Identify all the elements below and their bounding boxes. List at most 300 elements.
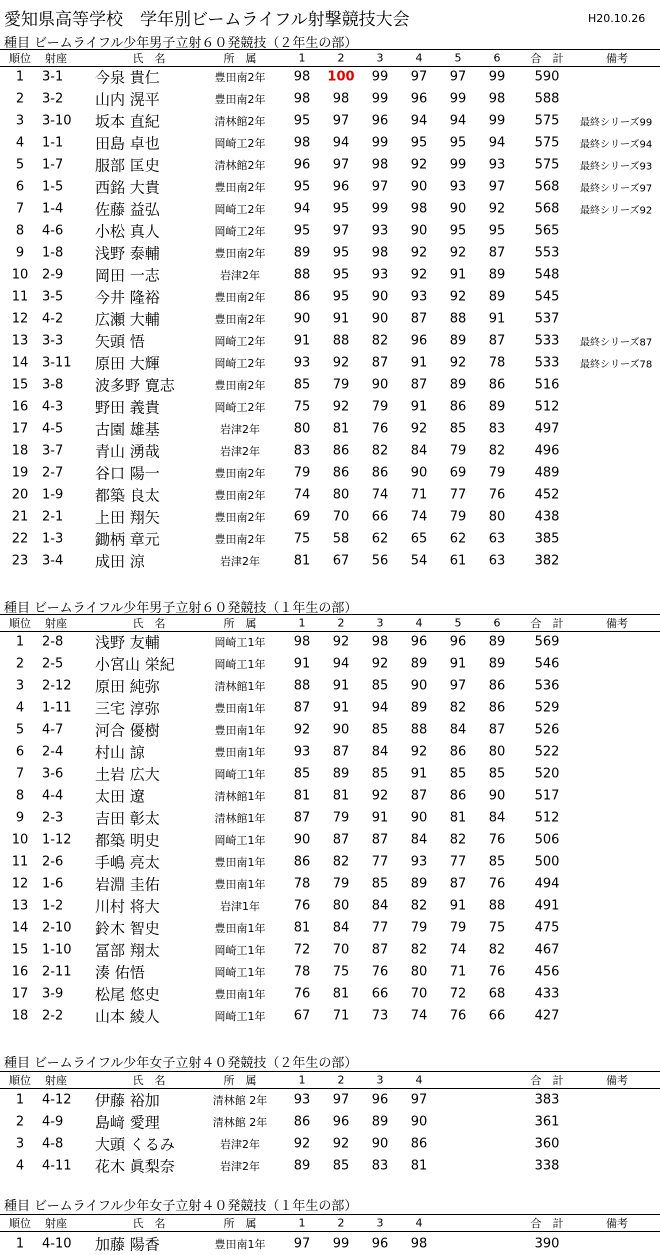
table-row	[0, 1155, 660, 1177]
table-row	[0, 374, 660, 396]
note-cell: 最終シリーズ97	[580, 183, 653, 195]
name-cell: 吉田 彰太	[95, 809, 160, 828]
table-row	[0, 154, 660, 176]
score-cell: 81	[332, 986, 350, 1002]
note-cell: 最終シリーズ94	[580, 139, 653, 151]
score-cell: 96	[371, 1092, 389, 1108]
score-cell: 91	[371, 810, 389, 826]
col-seat: 射座	[45, 617, 67, 630]
rank-cell: 6	[15, 744, 25, 760]
score-cell: 80	[332, 898, 350, 914]
score-cell: 86	[449, 399, 467, 415]
score-cell: 69	[293, 509, 311, 525]
score-cell: 97	[410, 1092, 428, 1108]
score-cell: 86	[332, 443, 350, 459]
col-total: 合 計	[530, 617, 564, 630]
name-cell: 都築 良太	[95, 486, 160, 505]
seat-cell: 1-4	[42, 201, 64, 217]
name-cell: 村山 諒	[95, 743, 145, 762]
score-cell: 56	[371, 553, 389, 569]
score-cell: 93	[410, 854, 428, 870]
score-cell: 97	[449, 678, 467, 694]
seat-cell: 3-9	[42, 986, 64, 1002]
rank-cell: 17	[11, 421, 29, 437]
affiliation-cell: 豊田南2年	[214, 489, 266, 502]
score-cell: 98	[293, 69, 311, 85]
seat-cell: 1-7	[42, 157, 64, 173]
table-row	[0, 829, 660, 851]
name-cell: 加藤 陽香	[95, 1235, 160, 1254]
rank-cell: 15	[11, 377, 29, 393]
table-row	[0, 88, 660, 110]
score-cell: 91	[293, 333, 311, 349]
score-cell: 81	[332, 421, 350, 437]
affiliation-cell: 岡崎工1年	[214, 636, 266, 649]
note-cell: 最終シリーズ87	[580, 337, 653, 349]
score-cell: 92	[488, 201, 506, 217]
score-cell: 95	[332, 201, 350, 217]
score-cell: 98	[293, 634, 311, 650]
score-cell: 62	[371, 531, 389, 547]
total-cell: 568	[534, 179, 560, 195]
table-row	[0, 528, 660, 550]
table-row	[0, 396, 660, 418]
score-cell: 91	[410, 355, 428, 371]
score-cell: 89	[488, 399, 506, 415]
score-cell: 77	[371, 920, 389, 936]
table-row	[0, 807, 660, 829]
score-cell: 76	[371, 421, 389, 437]
score-cell: 85	[371, 678, 389, 694]
col-series-4: 4	[415, 616, 423, 630]
affiliation-cell: 豊田南2年	[214, 181, 266, 194]
rank-cell: 3	[15, 113, 25, 129]
rank-cell: 11	[11, 289, 29, 305]
score-cell: 82	[371, 333, 389, 349]
name-cell: 今井 隆裕	[95, 288, 160, 307]
name-cell: 鋤柄 章元	[95, 530, 160, 549]
score-cell: 80	[488, 744, 506, 760]
rank-cell: 2	[15, 656, 25, 672]
score-cell: 89	[410, 656, 428, 672]
score-cell: 95	[332, 267, 350, 283]
score-cell: 94	[449, 113, 467, 129]
col-name: 氏 名	[132, 617, 166, 630]
score-cell: 87	[332, 832, 350, 848]
score-cell: 79	[332, 810, 350, 826]
score-cell: 79	[449, 920, 467, 936]
name-cell: 冨部 翔太	[95, 941, 160, 960]
score-cell: 90	[410, 223, 428, 239]
seat-cell: 2-2	[42, 1008, 64, 1024]
col-total: 合 計	[530, 52, 564, 65]
col-series-1: 1	[298, 1216, 306, 1230]
affiliation-cell: 清林館1年	[214, 680, 266, 693]
affiliation-cell: 豊田南2年	[214, 313, 266, 326]
rank-cell: 2	[15, 91, 25, 107]
affiliation-cell: 豊田南2年	[214, 71, 266, 84]
score-cell: 97	[410, 69, 428, 85]
rank-cell: 18	[11, 1008, 29, 1024]
affiliation-cell: 豊田南2年	[214, 511, 266, 524]
rank-cell: 16	[11, 399, 29, 415]
score-cell: 86	[488, 377, 506, 393]
affiliation-cell: 豊田南1年	[214, 988, 266, 1001]
name-cell: 服部 匡史	[95, 156, 160, 175]
total-cell: 383	[534, 1092, 560, 1108]
total-cell: 506	[534, 832, 560, 848]
name-cell: 手嶋 亮太	[95, 853, 160, 872]
affiliation-cell: 豊田南1年	[214, 878, 266, 891]
name-cell: 坂本 直紀	[95, 112, 160, 131]
rank-cell: 14	[11, 355, 29, 371]
seat-cell: 4-6	[42, 223, 64, 239]
total-cell: 452	[534, 487, 560, 503]
score-cell: 87	[488, 333, 506, 349]
affiliation-cell: 豊田南1年	[214, 702, 266, 715]
total-cell: 475	[534, 920, 560, 936]
note-cell: 最終シリーズ92	[580, 205, 653, 217]
col-note: 備考	[606, 617, 628, 630]
col-seat: 射座	[45, 1074, 67, 1087]
score-cell: 66	[488, 1008, 506, 1024]
affiliation-cell: 岩津2年	[220, 1138, 260, 1151]
col-series-3: 3	[376, 51, 384, 65]
name-cell: 岡田 一志	[95, 266, 160, 285]
rank-cell: 14	[11, 920, 29, 936]
score-cell: 93	[293, 355, 311, 371]
name-cell: 河合 優樹	[95, 721, 160, 740]
score-cell: 82	[449, 832, 467, 848]
rank-cell: 1	[15, 1092, 25, 1108]
affiliation-cell: 豊田南2年	[214, 247, 266, 260]
rank-cell: 8	[15, 788, 25, 804]
score-cell: 85	[488, 854, 506, 870]
seat-cell: 4-10	[42, 1236, 72, 1252]
name-cell: 山本 綾人	[95, 1007, 160, 1026]
score-cell: 90	[371, 377, 389, 393]
score-cell: 89	[293, 245, 311, 261]
total-cell: 338	[534, 1158, 560, 1174]
score-cell: 71	[410, 487, 428, 503]
score-cell: 82	[410, 942, 428, 958]
rank-cell: 10	[11, 832, 29, 848]
col-note: 備考	[606, 1217, 628, 1230]
score-cell: 83	[488, 421, 506, 437]
seat-cell: 3-1	[42, 69, 64, 85]
score-cell: 90	[410, 1114, 428, 1130]
affiliation-cell: 清林館 2年	[212, 1094, 268, 1107]
score-cell: 96	[332, 179, 350, 195]
name-cell: 小宮山 栄紀	[95, 655, 175, 674]
total-cell: 491	[534, 898, 560, 914]
score-cell: 87	[488, 722, 506, 738]
score-cell: 77	[449, 487, 467, 503]
name-cell: 松尾 悠史	[95, 985, 160, 1004]
score-cell: 70	[332, 509, 350, 525]
table-row	[0, 352, 660, 374]
score-cell: 87	[410, 788, 428, 804]
score-cell: 76	[293, 986, 311, 1002]
score-cell: 79	[410, 920, 428, 936]
col-series-6: 6	[493, 616, 501, 630]
score-cell: 90	[410, 810, 428, 826]
table-row	[0, 961, 660, 983]
total-cell: 553	[534, 245, 560, 261]
seat-cell: 2-5	[42, 656, 64, 672]
total-cell: 546	[534, 656, 560, 672]
col-rank: 順位	[9, 52, 31, 65]
score-cell: 97	[293, 1236, 311, 1252]
name-cell: 成田 涼	[95, 552, 145, 571]
col-series-3: 3	[376, 1073, 384, 1087]
score-cell: 99	[332, 1236, 350, 1252]
score-cell: 66	[371, 986, 389, 1002]
score-cell: 92	[449, 245, 467, 261]
table-row	[0, 675, 660, 697]
score-cell: 85	[371, 876, 389, 892]
score-cell: 78	[293, 876, 311, 892]
score-cell: 80	[410, 964, 428, 980]
score-cell: 70	[410, 986, 428, 1002]
score-cell: 91	[293, 656, 311, 672]
seat-cell: 1-6	[42, 876, 64, 892]
score-cell: 92	[410, 157, 428, 173]
seat-cell: 2-7	[42, 465, 64, 481]
table-row	[0, 506, 660, 528]
score-cell: 81	[293, 920, 311, 936]
event-date: H20.10.26	[588, 12, 646, 25]
rank-cell: 4	[15, 135, 25, 151]
table-row	[0, 917, 660, 939]
col-rank: 順位	[9, 1217, 31, 1230]
rank-cell: 9	[15, 245, 25, 261]
rank-cell: 5	[15, 722, 25, 738]
total-cell: 456	[534, 964, 560, 980]
score-cell: 94	[332, 656, 350, 672]
score-cell: 88	[293, 267, 311, 283]
affiliation-cell: 岡崎工1年	[214, 1010, 266, 1023]
score-cell: 84	[371, 744, 389, 760]
table-row	[0, 1233, 660, 1255]
score-cell: 89	[449, 333, 467, 349]
total-cell: 361	[534, 1114, 560, 1130]
score-cell: 92	[371, 788, 389, 804]
seat-cell: 1-10	[42, 942, 72, 958]
name-cell: 太田 遼	[95, 787, 145, 806]
score-cell: 99	[449, 91, 467, 107]
score-cell: 91	[449, 267, 467, 283]
event-category: 種目 ビームライフル少年女子立射４０発競技（２年生の部）	[4, 1056, 358, 1071]
score-cell: 99	[488, 113, 506, 129]
col-series-4: 4	[415, 1216, 423, 1230]
score-cell: 87	[449, 876, 467, 892]
score-cell: 74	[410, 1008, 428, 1024]
seat-cell: 4-5	[42, 421, 64, 437]
name-cell: 原田 大輝	[95, 354, 160, 373]
seat-cell: 4-9	[42, 1114, 64, 1130]
event-category: 種目 ビームライフル少年女子立射４０発競技（１年生の部）	[4, 1199, 358, 1214]
score-cell: 86	[332, 465, 350, 481]
affiliation-cell: 豊田南1年	[214, 746, 266, 759]
col-total: 合 計	[530, 1217, 564, 1230]
score-cell: 93	[371, 223, 389, 239]
total-cell: 382	[534, 553, 560, 569]
score-cell: 81	[449, 810, 467, 826]
rank-cell: 12	[11, 876, 29, 892]
score-cell: 86	[293, 1114, 311, 1130]
score-cell: 61	[449, 553, 467, 569]
score-cell: 96	[410, 91, 428, 107]
seat-cell: 3-7	[42, 443, 64, 459]
seat-cell: 3-10	[42, 113, 72, 129]
table-row	[0, 110, 660, 132]
rank-cell: 17	[11, 986, 29, 1002]
name-cell: 三宅 淳弥	[95, 699, 160, 718]
score-cell: 99	[449, 157, 467, 173]
name-cell: 浅野 友輔	[95, 633, 160, 652]
score-cell: 96	[410, 634, 428, 650]
score-cell: 98	[371, 634, 389, 650]
name-cell: 小松 真人	[95, 222, 160, 241]
name-cell: 広瀬 大輔	[95, 310, 160, 329]
score-cell: 91	[332, 700, 350, 716]
score-cell: 91	[488, 311, 506, 327]
score-cell: 92	[410, 421, 428, 437]
score-cell: 90	[410, 678, 428, 694]
total-cell: 489	[534, 465, 560, 481]
affiliation-cell: 清林館2年	[214, 159, 266, 172]
score-cell: 98	[293, 135, 311, 151]
table-row	[0, 873, 660, 895]
score-cell: 92	[293, 1136, 311, 1152]
score-cell: 85	[449, 421, 467, 437]
name-cell: 青山 湧哉	[95, 442, 160, 461]
score-cell: 96	[293, 157, 311, 173]
col-series-5: 5	[454, 616, 462, 630]
name-cell: 花木 眞梨奈	[95, 1157, 175, 1176]
score-cell: 99	[371, 91, 389, 107]
seat-cell: 3-3	[42, 333, 64, 349]
col-series-6: 6	[493, 51, 501, 65]
name-cell: 田島 卓也	[95, 134, 160, 153]
score-cell: 87	[293, 700, 311, 716]
seat-cell: 3-5	[42, 289, 64, 305]
score-cell: 74	[449, 942, 467, 958]
score-cell: 95	[449, 135, 467, 151]
score-cell: 88	[293, 678, 311, 694]
col-series-2: 2	[337, 1073, 345, 1087]
affiliation-cell: 岩津2年	[220, 269, 260, 282]
score-cell: 93	[449, 179, 467, 195]
score-cell: 91	[410, 766, 428, 782]
score-cell: 92	[371, 656, 389, 672]
score-cell: 92	[449, 289, 467, 305]
table-header	[0, 1071, 660, 1089]
score-cell: 87	[410, 311, 428, 327]
name-cell: 古園 雄基	[95, 420, 160, 439]
seat-cell: 2-12	[42, 678, 72, 694]
score-cell: 96	[332, 1114, 350, 1130]
score-cell: 72	[293, 942, 311, 958]
table-row	[0, 330, 660, 352]
score-cell: 84	[332, 920, 350, 936]
total-cell: 569	[534, 634, 560, 650]
score-cell: 85	[293, 377, 311, 393]
seat-cell: 4-3	[42, 399, 64, 415]
score-cell: 94	[410, 113, 428, 129]
table-row	[0, 763, 660, 785]
score-cell: 94	[371, 700, 389, 716]
score-cell: 89	[293, 1158, 311, 1174]
table-row	[0, 264, 660, 286]
score-cell: 93	[371, 267, 389, 283]
score-cell: 90	[293, 832, 311, 848]
score-cell: 82	[332, 854, 350, 870]
rank-cell: 3	[15, 1136, 25, 1152]
name-cell: 伊藤 裕加	[95, 1091, 160, 1110]
table-row	[0, 198, 660, 220]
rank-cell: 11	[11, 854, 29, 870]
name-cell: 島﨑 愛理	[95, 1113, 160, 1132]
score-cell: 95	[410, 135, 428, 151]
seat-cell: 4-12	[42, 1092, 72, 1108]
score-cell: 97	[488, 179, 506, 195]
affiliation-cell: 豊田南2年	[214, 533, 266, 546]
table-row	[0, 1133, 660, 1155]
seat-cell: 2-6	[42, 854, 64, 870]
rank-cell: 21	[11, 509, 29, 525]
table-row	[0, 697, 660, 719]
score-cell: 90	[410, 465, 428, 481]
affiliation-cell: 豊田南1年	[214, 724, 266, 737]
table-row	[0, 66, 660, 88]
name-cell: 川村 将大	[95, 897, 160, 916]
score-cell: 90	[371, 311, 389, 327]
col-seat: 射座	[45, 1217, 67, 1230]
score-cell: 90	[332, 722, 350, 738]
rank-cell: 12	[11, 311, 29, 327]
score-cell: 86	[293, 289, 311, 305]
rank-cell: 6	[15, 179, 25, 195]
score-cell: 79	[293, 465, 311, 481]
rank-cell: 18	[11, 443, 29, 459]
score-cell: 81	[293, 553, 311, 569]
affiliation-cell: 岡崎工2年	[214, 137, 266, 150]
seat-cell: 1-2	[42, 898, 64, 914]
col-series-2: 2	[337, 616, 345, 630]
score-cell: 96	[371, 1236, 389, 1252]
score-cell: 81	[332, 788, 350, 804]
score-cell: 89	[410, 700, 428, 716]
name-cell: 西銘 大貴	[95, 178, 160, 197]
score-cell: 68	[488, 986, 506, 1002]
score-cell: 72	[449, 986, 467, 1002]
affiliation-cell: 豊田南2年	[214, 93, 266, 106]
score-cell: 71	[449, 964, 467, 980]
table-row	[0, 462, 660, 484]
score-cell: 82	[488, 942, 506, 958]
score-cell: 87	[332, 744, 350, 760]
score-cell: 93	[293, 744, 311, 760]
affiliation-cell: 岡崎工2年	[214, 225, 266, 238]
score-cell: 79	[488, 465, 506, 481]
affiliation-cell: 岩津2年	[220, 445, 260, 458]
table-row	[0, 176, 660, 198]
affiliation-cell: 岩津2年	[220, 423, 260, 436]
col-series-2: 2	[337, 51, 345, 65]
score-cell: 86	[449, 788, 467, 804]
